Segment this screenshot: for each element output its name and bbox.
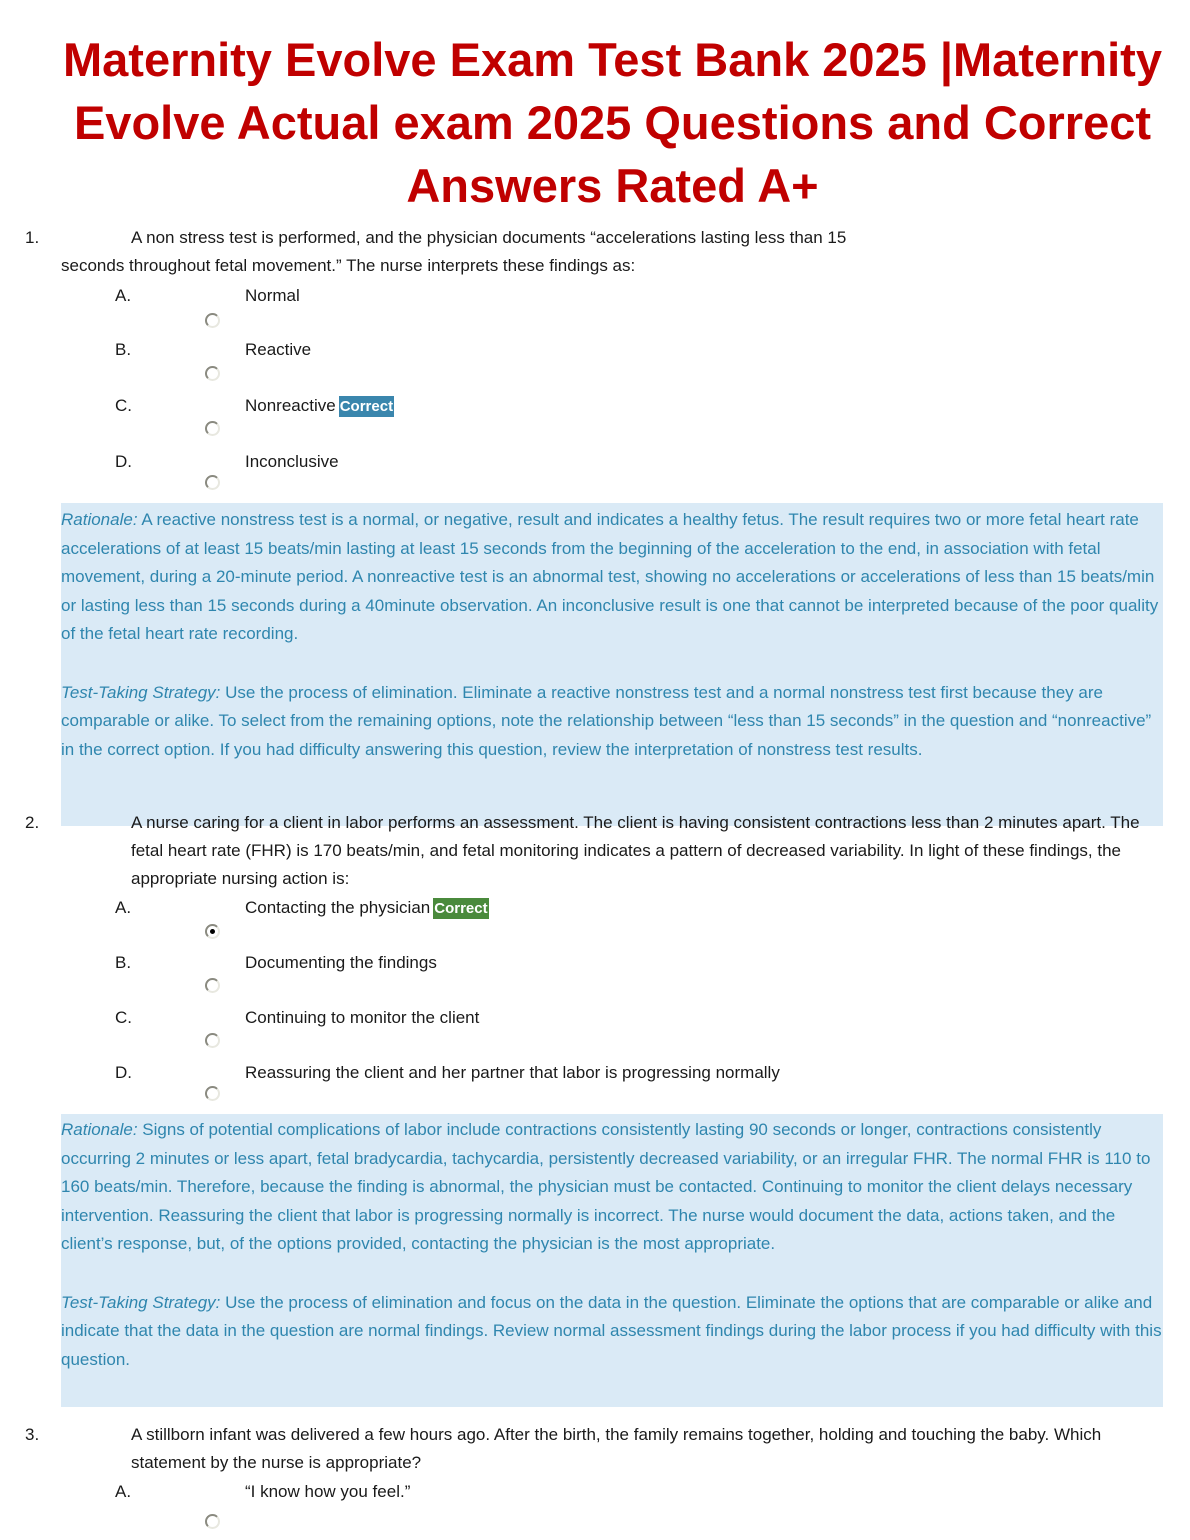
rationale-box <box>61 503 1163 826</box>
option-a-radio[interactable] <box>205 313 220 328</box>
option-c-radio[interactable] <box>205 1033 220 1048</box>
question-number: 3. <box>25 1425 40 1444</box>
strategy-paragraph <box>61 679 1163 765</box>
strategy-paragraph <box>61 1289 1163 1375</box>
strategy-label: Test-Taking Strategy: <box>61 1292 221 1312</box>
question-text-cont: seconds throughout fetal movement.” The nurse interprets these findings as: <box>61 256 636 275</box>
question-text: A stillborn infant was delivered a few hours ago. After the birth, the family remains together, holding and touching the baby. Which statement by the nurse is appropriate? <box>131 1425 1102 1472</box>
option-text: Inconclusive <box>245 452 339 471</box>
option-a-radio-selected[interactable] <box>205 924 220 939</box>
option-text: Contacting the physician <box>245 898 431 917</box>
question-number: 1. <box>25 228 40 247</box>
option-text: Documenting the findings <box>245 953 437 972</box>
option-d-radio[interactable] <box>205 475 220 490</box>
option-letter: D. <box>115 452 132 471</box>
option-text: Reactive <box>245 340 312 359</box>
option-text: Nonreactive <box>245 396 336 415</box>
rationale-paragraph <box>61 506 1163 649</box>
option-letter: A. <box>115 1482 132 1501</box>
rationale-text: Signs of potential complications of labor include contractions consistently lasting 90 seconds or longer, contractions consistently occurring 2 minutes or less apart, fetal bradycardia, tachycardia, persistently decreased variability, or an irregular FHR. The normal FHR is 110 to 160 beats/min. Therefore, because the finding is abnormal, the physician must be contacted. Continuing to monitor the client delays necessary intervention. Reassuring the client that labor is progressing normally is incorrect. The nurse would document the data, actions taken, and the client’s response, but, of the options provided, contacting the physician is the most appropriate. <box>61 1120 1151 1253</box>
option-text: “I know how you feel.” <box>245 1482 411 1501</box>
correct-badge: Correct <box>434 900 488 917</box>
question-text: A nurse caring for a client in labor performs an assessment. The client is having consistent contractions less than 2 minutes apart. The fetal heart rate (FHR) is 170 beats/min, and fetal monitoring indicates a pattern of decreased variability. In light of these findings, the appropriate nursing action is: <box>131 813 1140 888</box>
option-text: Reassuring the client and her partner that labor is progressing normally <box>245 1063 780 1082</box>
rationale-label: Rationale: <box>61 510 138 529</box>
option-letter: A. <box>115 898 132 917</box>
rationale-box <box>61 1114 1163 1407</box>
option-letter: B. <box>115 340 132 359</box>
strategy-text: Use the process of elimination and focus on the data in the question. Eliminate the options that are comparable or alike and indicate that the data in the question are normal findings. Review normal assessment findings during the labor process if you had difficulty with this question. <box>61 1292 1162 1369</box>
option-text: Normal <box>245 286 300 305</box>
option-letter: C. <box>115 396 132 415</box>
option-letter: D. <box>115 1063 132 1082</box>
document-title: Maternity Evolve Exam Test Bank 2025 |Maternity Evolve Actual exam 2025 Questions and Correct Answers Rated A+ <box>63 33 1162 212</box>
option-b-radio[interactable] <box>205 366 220 381</box>
option-letter: C. <box>115 1008 132 1027</box>
question-number: 2. <box>25 813 40 832</box>
rationale-text: A reactive nonstress test is a normal, or negative, result and indicates a healthy fetus. The result requires two or more fetal heart rate accelerations of at least 15 beats/min lasting at least 15 seconds from the beginning of the acceleration to the end, in association with fetal movement, during a 20-minute period. A nonreactive test is an abnormal test, showing no accelerations or accelerations of less than 15 beats/min or lasting less than 15 seconds during a 40minute observation. An inconclusive result is one that cannot be interpreted because of the poor quality of the fetal heart rate recording. <box>61 510 1159 643</box>
strategy-text: Use the process of elimination. Eliminate a reactive nonstress test and a normal nonstress test first because they are comparable or alike. To select from the remaining options, note the relationship between “less than 15 seconds” in the question and “nonreactive” in the correct option. If you had difficulty answering this question, review the interpretation of nonstress test results. <box>61 682 1152 759</box>
option-letter: B. <box>115 953 132 972</box>
rationale-paragraph <box>61 1116 1163 1259</box>
option-text-with-badge <box>245 898 489 918</box>
option-b-radio[interactable] <box>205 978 220 993</box>
question-text: A non stress test is performed, and the physician documents “accelerations lasting less than 15 <box>131 228 847 247</box>
option-d-radio[interactable] <box>205 1086 220 1101</box>
rationale-label: Rationale: <box>61 1120 138 1139</box>
option-letter: A. <box>115 286 132 305</box>
strategy-label: Test-Taking Strategy: <box>61 682 221 702</box>
correct-badge: Correct <box>339 398 394 415</box>
option-c-radio[interactable] <box>205 421 220 436</box>
option-text-with-badge <box>245 396 394 416</box>
option-text: Continuing to monitor the client <box>245 1008 480 1027</box>
option-a-radio[interactable] <box>205 1514 220 1529</box>
